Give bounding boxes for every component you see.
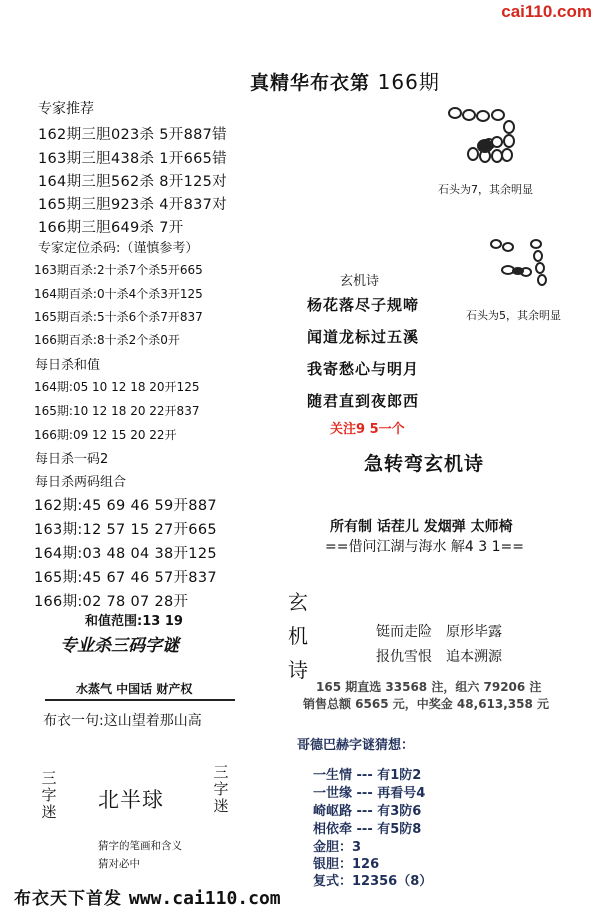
turn-poem-title: 急转弯玄机诗 [364,453,485,475]
position-row: 165期百杀:5十杀6个杀7开837 [34,310,203,324]
kill-two-row: 165期:45 67 46 57开837 [34,570,217,586]
sum-row: 165期:10 12 18 20 22开837 [34,404,200,418]
title-issue: 166期 [377,70,440,94]
follow-note: 关注9 5一个 [330,422,405,437]
expert-row: 163期三胆438杀 1开665错 [38,151,227,167]
riddle-line: 所有制 话茬儿 发烟弹 太师椅 [330,519,513,535]
idiom-line: 报仇雪恨 追本溯源 [376,649,502,665]
brand-logo: cai110.com [501,2,592,21]
sum-header: 每日杀和值 [35,358,101,373]
godel-row: 金胆：3 [313,840,362,855]
godel-row: 复式：12356（8） [313,874,433,889]
kill-two-header: 每日杀两码组合 [35,475,127,490]
kill-two-row: 166期:02 78 07 28开 [34,594,189,610]
poem-line: 闻道龙标过五溪 [307,328,420,346]
divider [45,699,235,701]
position-row: 163期百杀:2十杀7个杀5开665 [34,263,203,277]
footer [14,884,281,909]
poem-line: 杨花落尽子规啼 [307,296,420,314]
three-char-riddle-left: 三字迷 [41,769,57,821]
expert-row: 166期三胆649杀 7开 [38,220,184,236]
north-hemisphere: 北半球 [98,788,164,812]
stats-line: 销售总额 6565 元，中奖金 48,613,358 元 [303,697,550,711]
stats-line: 165 期直选 33568 注，组六 79206 注 [316,680,542,694]
kill-two-row: 164期:03 48 04 38开125 [34,546,217,562]
three-char-riddle-right: 三字迷 [213,763,229,815]
godel-header: 哥德巴赫字谜猜想： [297,738,415,753]
position-row: 166期百杀:8十杀2个杀0开 [34,333,180,347]
stone-puzzle-2 [488,238,558,300]
godel-row: 一生情 --- 有1防2 [313,768,422,783]
footer-text: 布衣天下首发 [14,889,122,909]
idiom-line: 铤而走险 原形毕露 [376,624,502,640]
godel-row: 一世缘 --- 再看号4 [313,786,426,801]
godel-row: 相依牵 --- 有5防8 [313,822,422,837]
poem-label: 玄机诗 [340,274,380,289]
buyi-line: 布衣一句:这山望着那山高 [43,713,202,729]
expert-row: 165期三胆923杀 4开837对 [38,197,227,213]
riddle-answer-line: ==借问江湖与海水 解4 3 1== [325,539,524,555]
expert-row: 164期三胆562杀 8开125对 [38,174,227,190]
expert-header: 专家推荐 [38,101,94,117]
title-text: 真精华布衣第 [250,72,371,94]
sum-range: 和值范围:13 19 [85,614,183,629]
position-header: 专家定位杀码:（谨慎参考） [38,241,199,256]
kill-two-row: 163期:12 57 15 27开665 [34,522,217,538]
godel-row: 崎岖路 --- 有3防6 [313,804,422,819]
poem-line: 随君直到夜郎西 [307,392,420,410]
footer-url[interactable]: www.cai110.com [128,888,281,909]
stone-caption-2: 石头为5，其余明显 [466,309,561,322]
sum-row: 164期:05 10 12 18 20开125 [34,380,200,394]
sum-row: 166期:09 12 15 20 22开 [34,428,177,442]
riddle-words: 水蒸气 中国话 财产权 [76,682,193,696]
expert-row: 162期三胆023杀 5开887错 [38,127,227,143]
pro-kill-title: 专业杀三码字谜 [60,636,179,656]
hint-correct: 猜对必中 [98,858,140,870]
kill-one-code: 每日杀一码2 [35,452,109,467]
poem-line: 我寄愁心与明月 [307,360,420,378]
kill-two-row: 162期:45 69 46 59开887 [34,498,217,514]
stone-puzzle-1 [445,96,535,176]
xuanji-vertical: 玄机诗 [288,590,308,682]
hint-strokes: 猜字的笔画和含义 [98,840,182,852]
page-title [250,66,440,95]
position-row: 164期百杀:0十杀4个杀3开125 [34,287,203,301]
stone-caption-1: 石头为7，其余明显 [438,183,533,196]
godel-row: 银胆：126 [313,857,380,872]
